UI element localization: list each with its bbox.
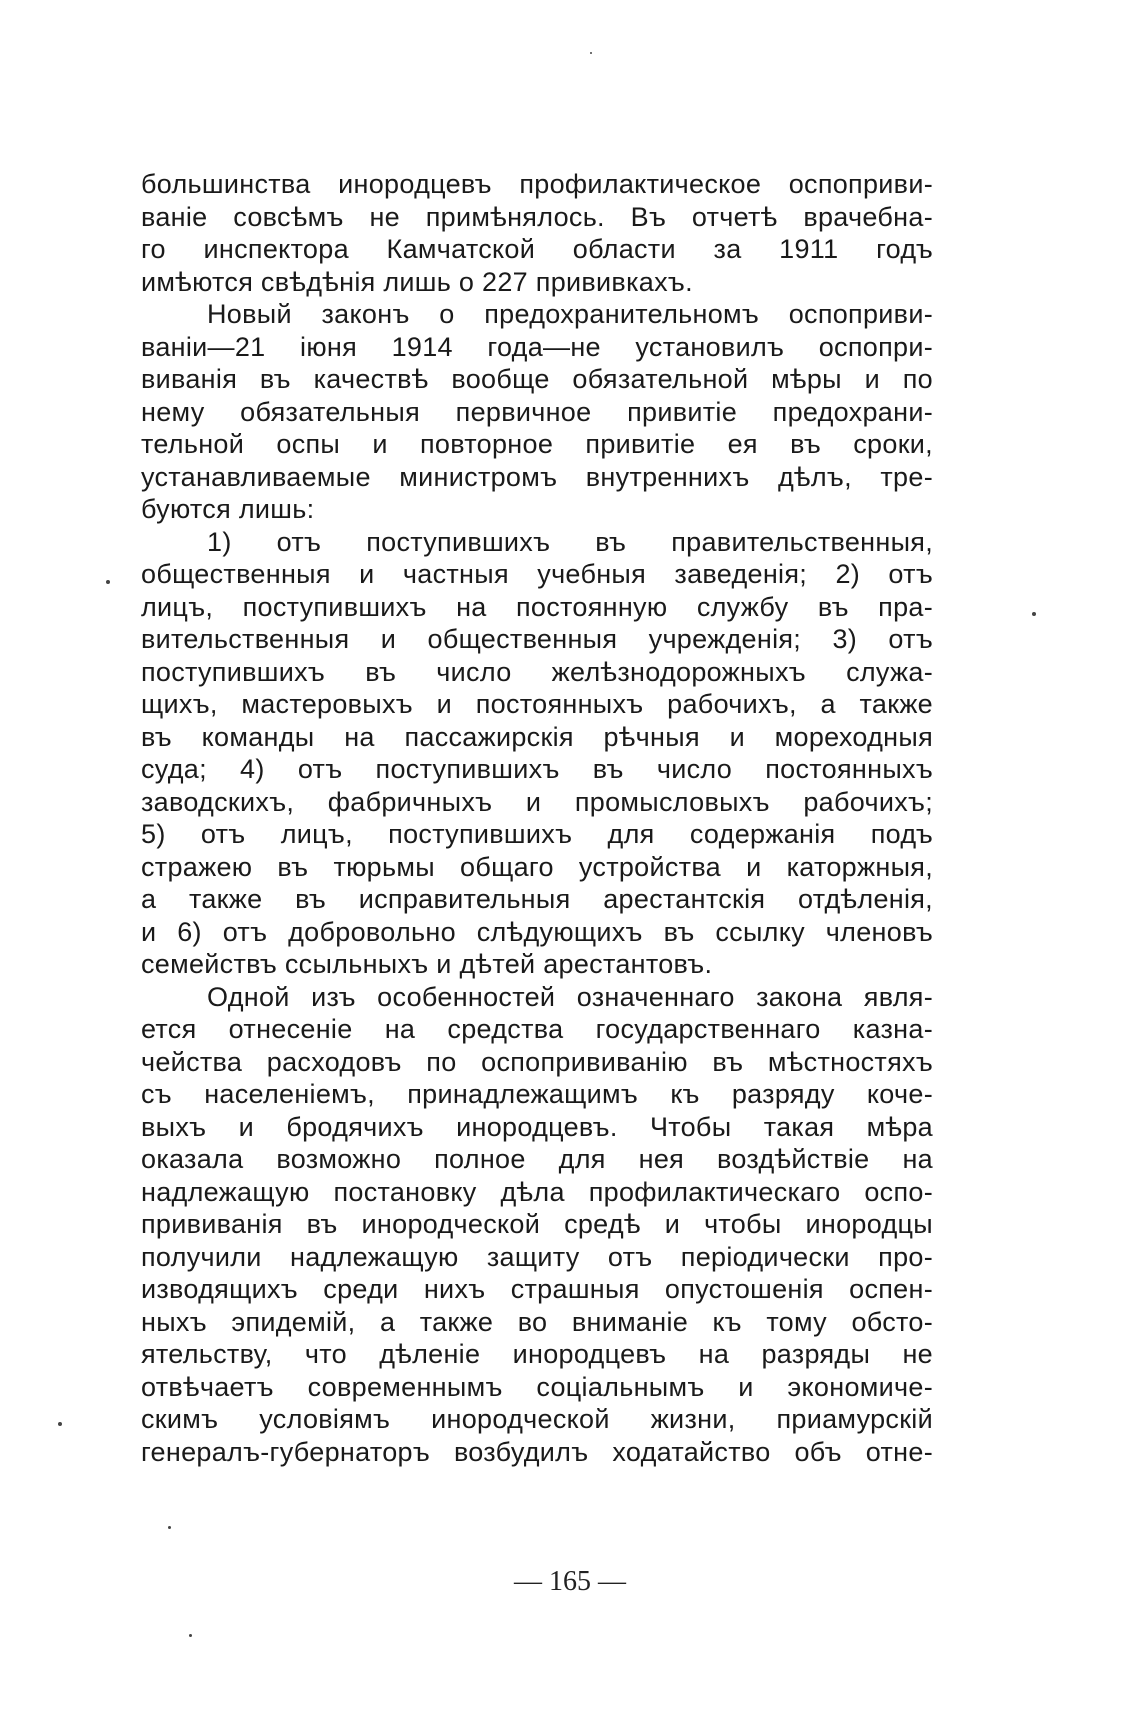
text-line: ятельству, что дѣленіе инородцевъ на разряды не (141, 1339, 933, 1369)
text-line: получили надлежащую защиту отъ періодически про- (141, 1241, 933, 1272)
text-line: стражею въ тюрьмы общаго устройства и каторжныя, (141, 851, 933, 882)
text-line: заводскихъ, фабричныхъ и промысловыхъ рабочихъ; (141, 786, 933, 817)
scan-speck (590, 52, 592, 54)
text-line: общественныя и частныя учебныя заведенія; 2) отъ (141, 559, 933, 589)
text-line: и 6) отъ добровольно слѣдующихъ въ ссылку членовъ (141, 916, 933, 947)
text-line: имѣются свѣдѣнія лишь о 227 прививкахъ. (141, 266, 693, 297)
text-line: прививанія въ инородческой средѣ и чтобы инородцы (141, 1209, 933, 1239)
text-line: ныхъ эпидемій, а также во вниманіе къ тому обсто- (141, 1306, 933, 1337)
text-line: ваніе совсѣмъ не примѣнялось. Въ отчетѣ врачебна- (141, 201, 933, 232)
text-line: выхъ и бродячихъ инородцевъ. Чтобы такая мѣра (141, 1111, 933, 1142)
text-line: устанавливаемые министромъ внутреннихъ дѣлъ, тре- (141, 461, 933, 492)
text-line: отвѣчаетъ современнымъ соціальнымъ и экономиче- (141, 1371, 933, 1402)
text-line: поступившихъ въ число желѣзнодорожныхъ служа- (141, 656, 933, 687)
text-line: въ команды на пассажирскія рѣчныя и мореходныя (141, 721, 933, 752)
text-line: 1) отъ поступившихъ въ правительственныя, (207, 526, 933, 557)
text-line: щихъ, мастеровыхъ и постоянныхъ рабочихъ, а также (141, 689, 933, 719)
text-line: лицъ, поступившихъ на постоянную службу въ пра- (141, 591, 933, 622)
page-number: — 165 — (514, 1566, 626, 1597)
text-line: 5) отъ лицъ, поступившихъ для содержанія подъ (141, 819, 933, 849)
text-line: го инспектора Камчатской области за 1911 годъ (141, 234, 933, 264)
text-line: ваніи—21 іюня 1914 года—не установилъ оспопри- (141, 331, 933, 362)
text-line: большинства инородцевъ профилактическое оспоприви- (141, 169, 933, 199)
text-line: вительственныя и общественныя учрежденія; 3) отъ (141, 624, 933, 654)
scan-speck (58, 1422, 62, 1426)
text-line: чейства расходовъ по оспопрививанію въ мѣстностяхъ (141, 1046, 933, 1077)
scan-speck (1032, 612, 1036, 616)
text-line: Одной изъ особенностей означеннаго закона явля- (207, 981, 933, 1012)
scan-speck (189, 1634, 192, 1637)
text-line: изводящихъ среди нихъ страшныя опустошенія оспен- (141, 1274, 933, 1304)
text-line: нему обязательныя первичное привитіе предохрани- (141, 396, 933, 427)
scan-speck (106, 580, 110, 584)
text-line: ется отнесеніе на средства государственнаго казна- (141, 1014, 933, 1044)
body-text (141, 168, 933, 1468)
text-line: виванія въ качествѣ вообще обязательной мѣры и по (141, 364, 933, 394)
text-line: тельной оспы и повторное привитіе ея въ сроки, (141, 429, 933, 459)
scan-speck (168, 1526, 171, 1529)
text-line: надлежащую постановку дѣла профилактическаго оспо- (141, 1176, 933, 1207)
text-line: Новый законъ о предохранительномъ оспоприви- (207, 299, 933, 329)
text-line: семействъ ссыльныхъ и дѣтей арестантовъ. (141, 949, 713, 979)
text-line: буются лишь: (141, 494, 315, 524)
text-line: съ населеніемъ, принадлежащимъ къ разряду коче- (141, 1079, 933, 1109)
text-line: скимъ условіямъ инородческой жизни, приамурскій (141, 1404, 933, 1434)
text-line: оказала возможно полное для нея воздѣйствіе на (141, 1144, 933, 1174)
text-line: суда; 4) отъ поступившихъ въ число постоянныхъ (141, 754, 933, 784)
text-line: а также въ исправительныя арестантскія отдѣленія, (141, 884, 933, 914)
text-line: генералъ-губернаторъ возбудилъ ходатайство объ отне- (141, 1436, 933, 1467)
